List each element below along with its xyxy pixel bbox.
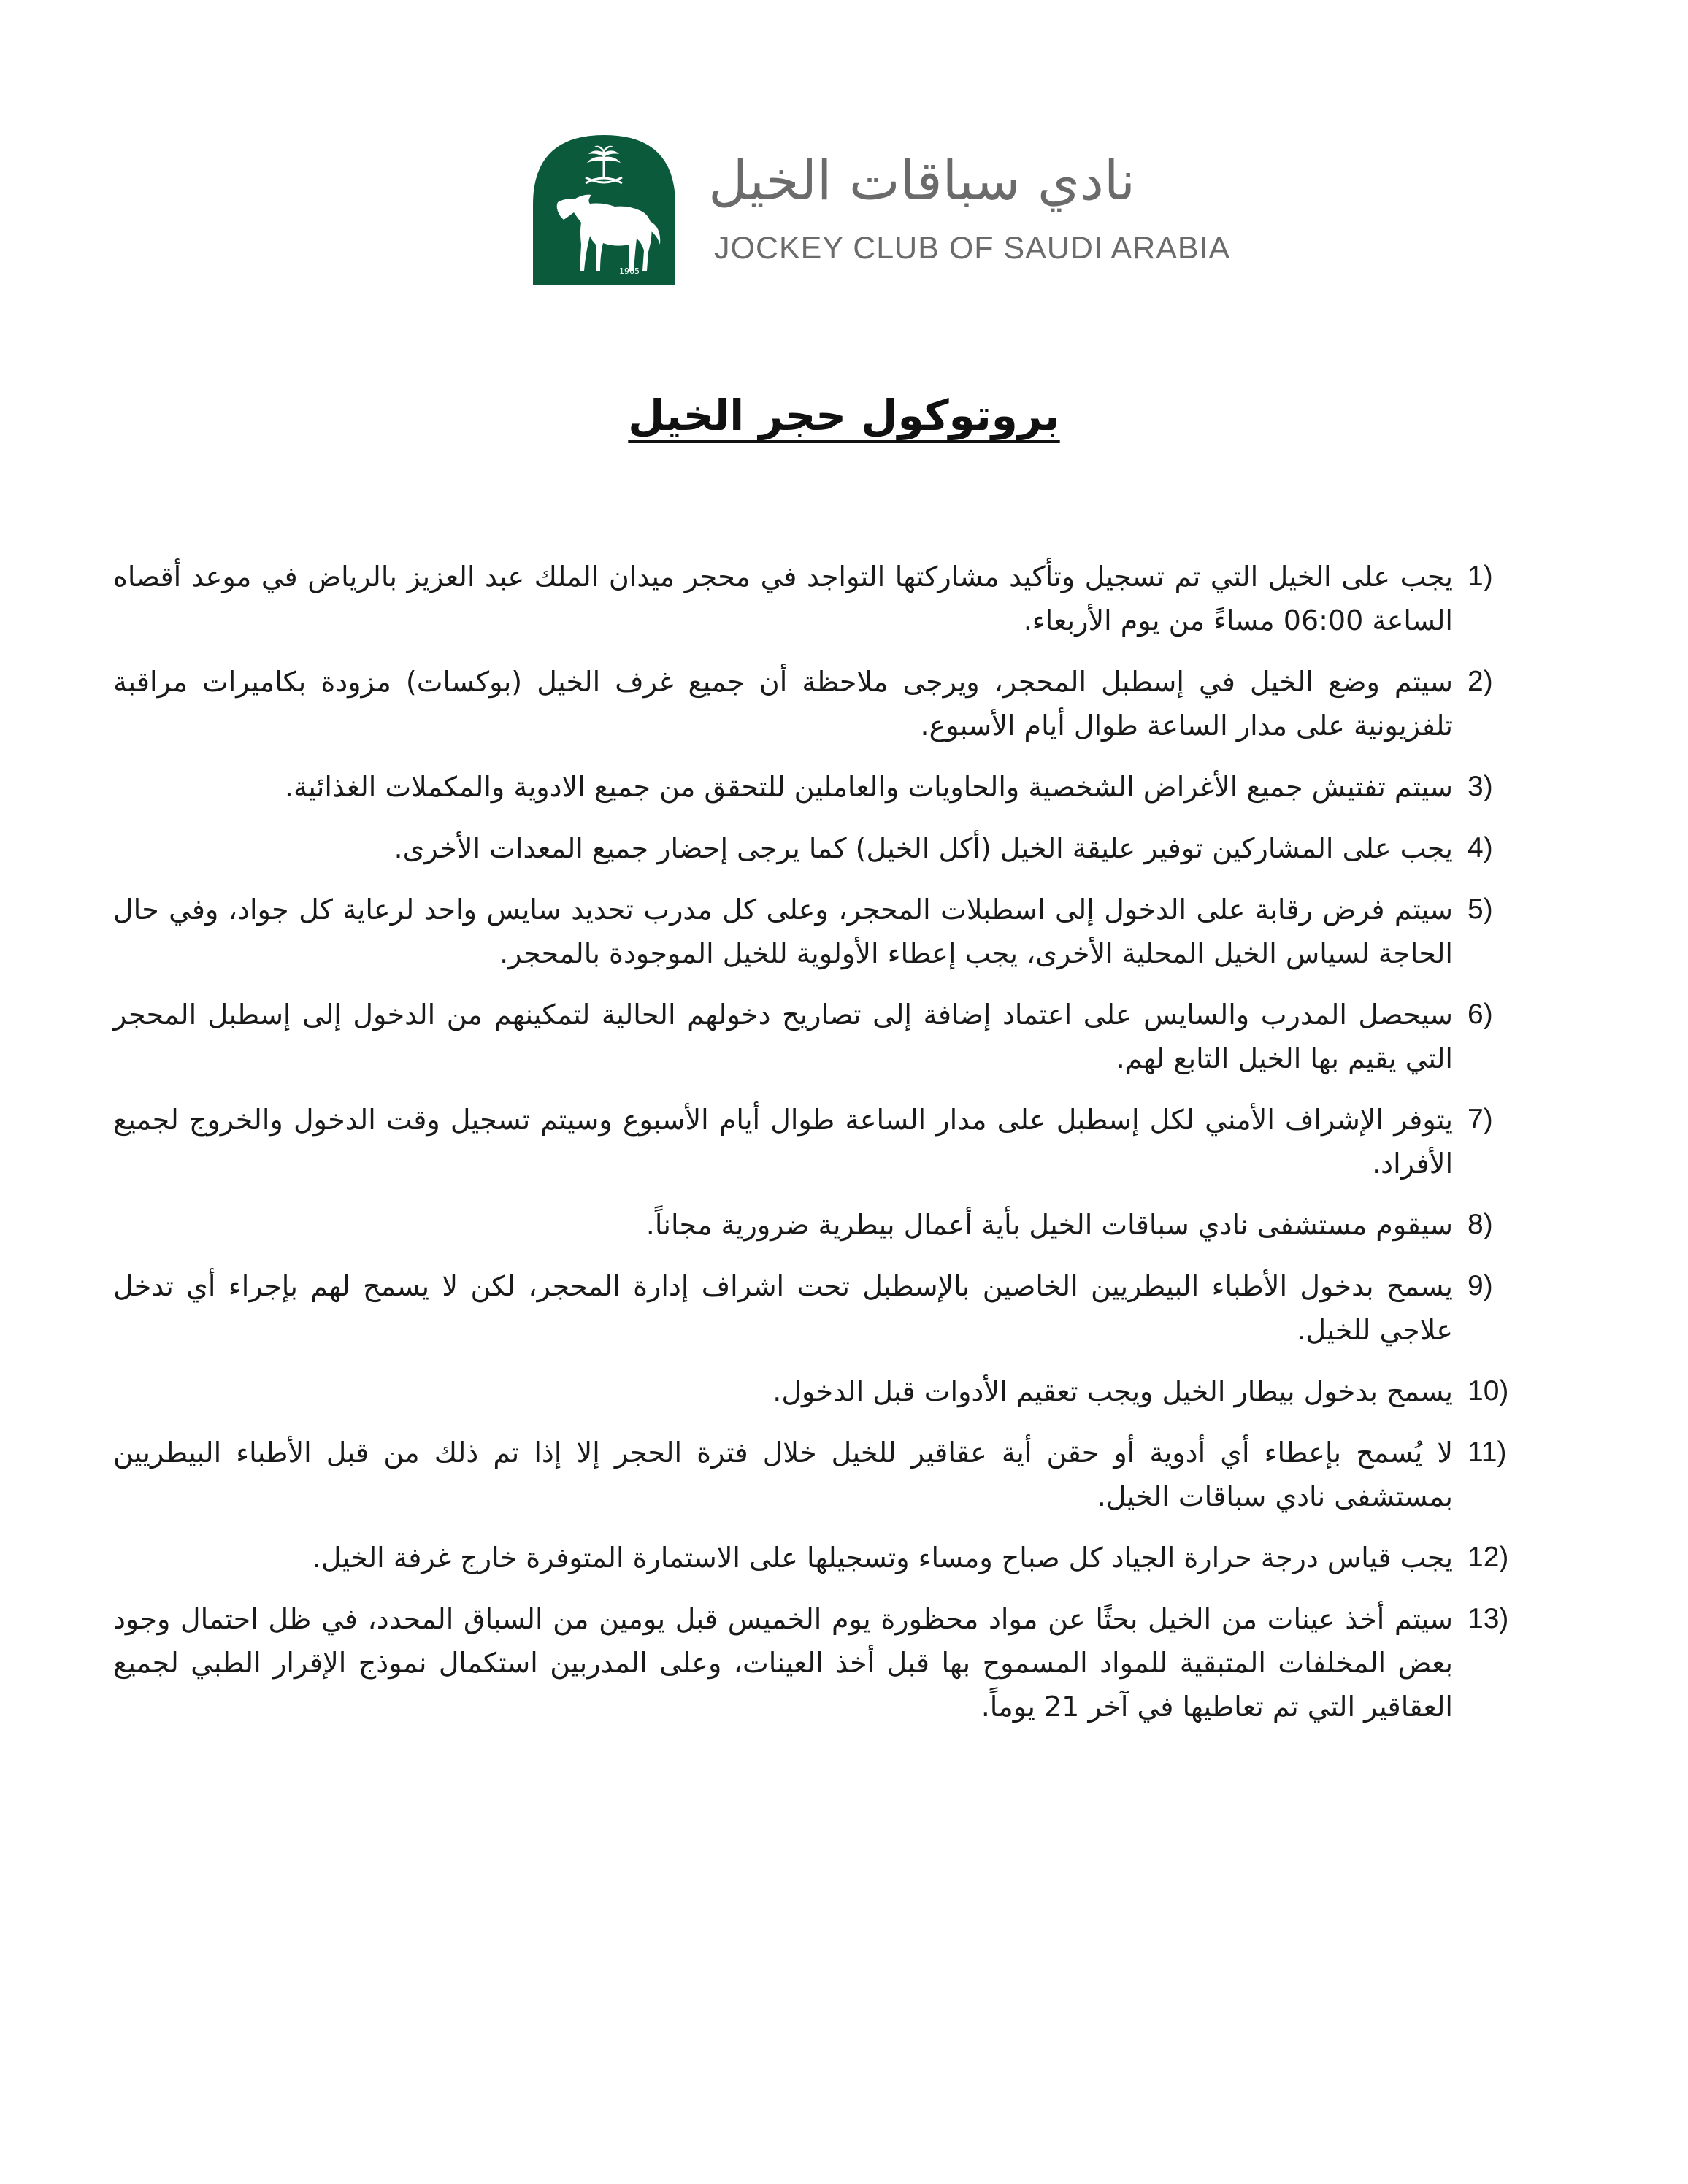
list-item [113,826,1548,870]
rule-text: يجب على الخيل التي تم تسجيل وتأكيد مشاركتها التواجد في محجر ميدان الملك عبد العزيز بالرياض في موعد أقصاه الساعة 06:00 مساءً من يوم الأربعاء. [113,561,1453,637]
list-item [113,1098,1548,1185]
rule-text: سيتم وضع الخيل في إسطبل المحجر، ويرجى ملاحظة أن جميع غرف الخيل (بوكسات) مزودة بكاميرات مراقبة تلفزيونية على مدار الساعة طوال أيام الأسبوع. [113,666,1453,742]
protocol-rules-list [113,555,1548,1746]
list-item [113,1264,1548,1352]
logo-name-arabic: نادي سباقات الخيل [708,150,1135,212]
page-title [0,391,1688,440]
rule-text: يجب على المشاركين توفير عليقة الخيل (أكل الخيل) كما يرجى إحضار جميع المعدات الأخرى. [394,832,1453,864]
logo-year-text: 1965 [619,266,640,276]
list-item [113,993,1548,1080]
page-title-text: بروتوكول حجر الخيل [628,391,1060,440]
list-item [113,1597,1548,1729]
rule-number: 13) [1468,1603,1509,1634]
list-item [113,1369,1548,1413]
list-item [113,1536,1548,1580]
rule-number: 1) [1468,561,1493,592]
rule-text: سيتم فرض رقابة على الدخول إلى اسطبلات المحجر، وعلى كل مدرب تحديد سايس واحد لرعاية كل جواد، وفي حال الحاجة لسياس الخيل المحلية الأخرى، يجب إعطاء الأولوية للخيل الموجودة بالمحجر. [113,893,1453,969]
rule-number: 2) [1468,666,1493,697]
rule-number: 11) [1468,1437,1507,1468]
rule-number: 7) [1468,1104,1493,1135]
rule-number: 5) [1468,893,1493,925]
rule-number: 9) [1468,1270,1493,1301]
list-item [113,1203,1548,1247]
horse-emblem-icon [533,135,675,285]
rule-text: سيقوم مستشفى نادي سباقات الخيل بأية أعمال بيطرية ضرورية مجاناً. [645,1209,1453,1241]
list-item [113,765,1548,809]
list-item [113,660,1548,747]
list-item [113,1431,1548,1518]
rule-number: 4) [1468,832,1493,864]
rule-text: سيتم أخذ عينات من الخيل بحثًا عن مواد محظورة يوم الخميس قبل يومين من السباق المحدد، في ظل احتمال وجود بعض المخلفات المتبقية للمواد المسموح بها قبل أخذ العينات، وعلى المدربين استكمال نموذج الإقرار الطبي لجميع العقاقير التي تم تعاطيها في آخر 21 يوماً. [113,1603,1453,1723]
rule-text: يسمح بدخول بيطار الخيل ويجب تعقيم الأدوات قبل الدخول. [772,1375,1453,1407]
rule-text: سيتم تفتيش جميع الأغراض الشخصية والحاويات والعاملين للتحقق من جميع الادوية والمكملات الغذائية. [284,771,1453,803]
rule-number: 3) [1468,771,1493,802]
rule-text: يتوفر الإشراف الأمني لكل إسطبل على مدار الساعة طوال أيام الأسبوع وسيتم تسجيل وقت الدخول والخروج لجميع الأفراد. [113,1104,1453,1180]
rule-text: سيحصل المدرب والسايس على اعتماد إضافة إلى تصاريح دخولهم الحالية لتمكينهم من الدخول إلى إسطبل المحجر التي يقيم بها الخيل التابع لهم. [113,999,1453,1074]
rule-number: 12) [1468,1542,1509,1573]
rule-number: 8) [1468,1209,1493,1240]
logo-name-english: JOCKEY CLUB OF SAUDI ARABIA [714,231,1231,266]
rule-text: يسمح بدخول الأطباء البيطريين الخاصين بالإسطبل تحت اشراف إدارة المحجر، لكن لا يسمح لهم بإجراء أي تدخل علاجي للخيل. [113,1270,1453,1346]
rule-text: يجب قياس درجة حرارة الجياد كل صباح ومساء وتسجيلها على الاستمارة المتوفرة خارج غرفة الخيل. [312,1542,1453,1574]
list-item [113,888,1548,975]
rule-text: لا يُسمح بإعطاء أي أدوية أو حقن أية عقاقير للخيل خلال فترة الحجر إلا إذا تم ذلك من قبل الأطباء البيطريين بمستشفى نادي سباقات الخيل. [113,1437,1453,1512]
rule-number: 6) [1468,999,1493,1030]
jockey-club-logo [533,135,1231,285]
rule-number: 10) [1468,1375,1509,1407]
list-item [113,555,1548,642]
